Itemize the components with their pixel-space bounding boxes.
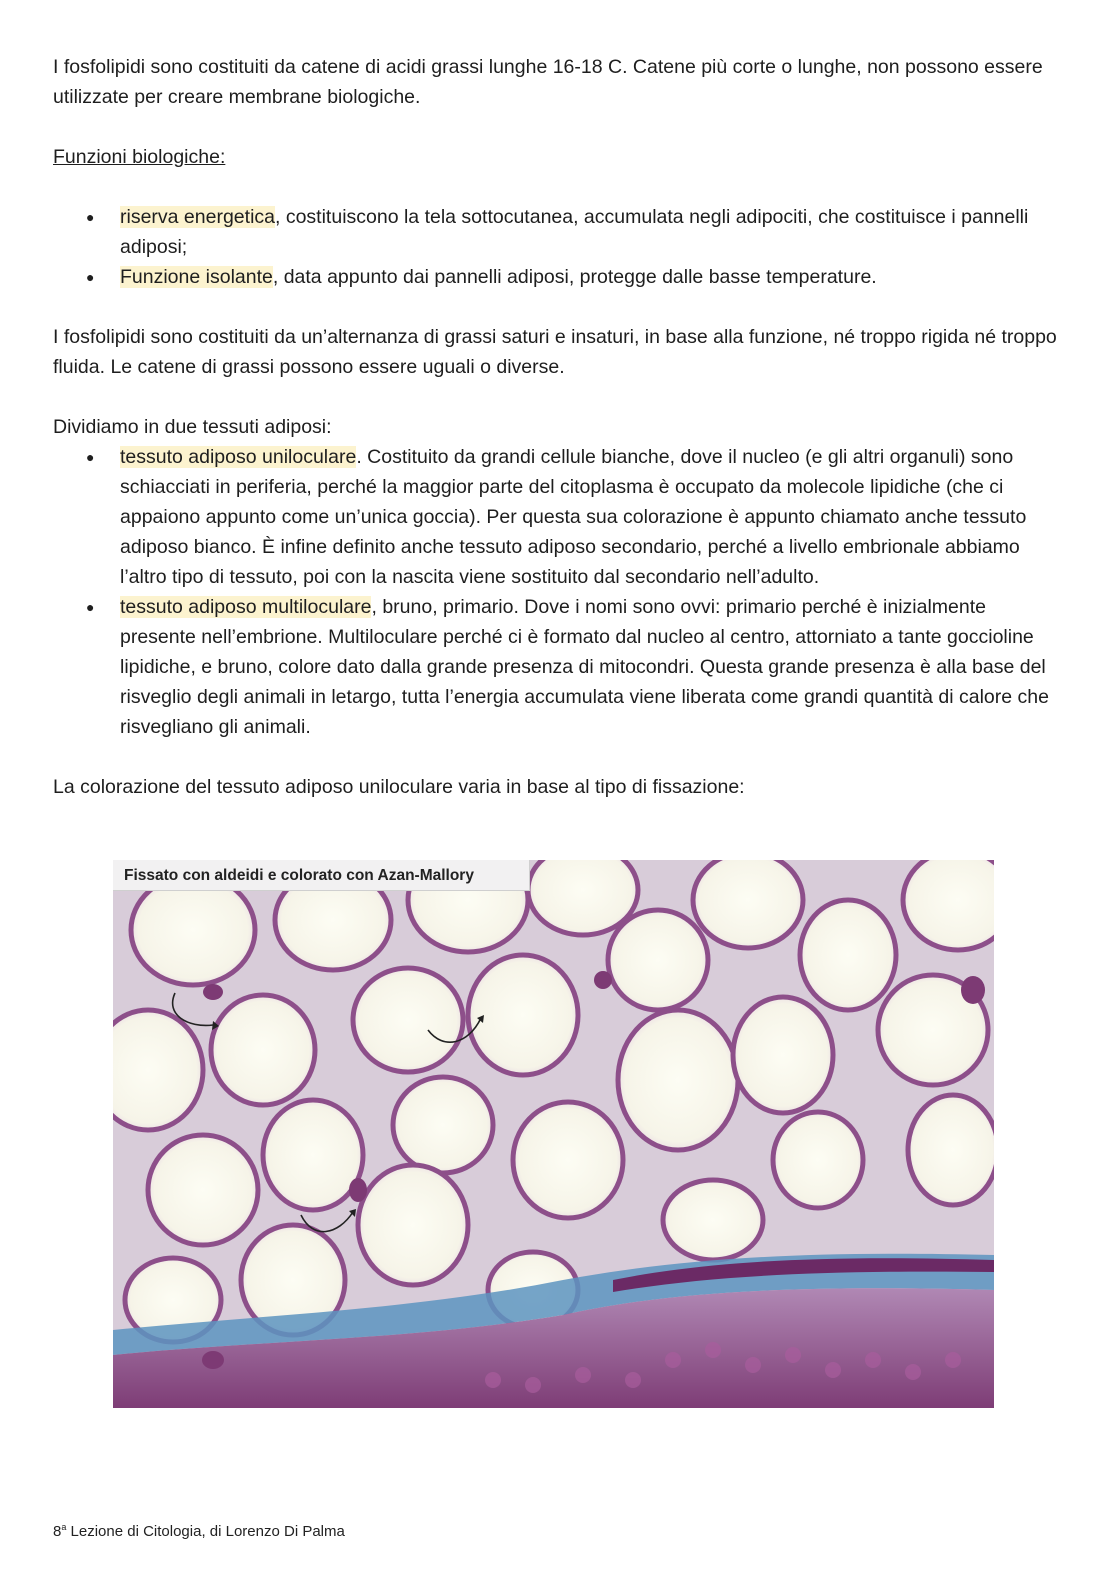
list-item: ● tessuto adiposo multiloculare, bruno, primario. Dove i nomi sono ovvi: primario perché è inizialmente presente nell’embrione. Multiloculare perché ci è formato dal nucleo al centro, attorniato a tante goccioline lipidiche, e bruno, colore dato dalla grande presenza di mitocondri. Questa grande presenza è alla base del risveglio degli animali in letargo, tutta l’energia accumulata viene liberata come grandi quantità di calore che risvegliano gli animali.: [53, 592, 1058, 742]
tissues-intro: Dividiamo in due tessuti adiposi:: [53, 416, 332, 438]
bullet-icon: ●: [86, 269, 95, 285]
adipose-tissue-micrograph: [113, 860, 994, 1408]
figure-caption-label: Fissato con aldeidi e colorato con Azan-Mallory: [113, 860, 530, 891]
page-footer: 8$^a$ Lezione di Citologia, di Lorenzo Di Palma: [53, 1522, 345, 1540]
functions-heading: Funzioni biologiche:: [53, 146, 226, 168]
paragraph-staining: La colorazione del tessuto adiposo uniloculare varia in base al tipo di fissazione:: [53, 776, 745, 798]
tissues-list: [53, 442, 1058, 742]
highlighted-term: riserva energetica: [120, 206, 275, 228]
bullet-icon: ●: [86, 209, 95, 225]
list-item: ● Funzione isolante, data appunto dai pannelli adiposi, protegge dalle basse temperature.: [53, 262, 1058, 292]
highlighted-term: Funzione isolante: [120, 266, 273, 288]
highlighted-term: tessuto adiposo uniloculare: [120, 446, 357, 468]
bullet-icon: ●: [86, 449, 95, 465]
highlighted-term: tessuto adiposo multiloculare: [120, 596, 372, 618]
list-item: ● riserva energetica, costituiscono la tela sottocutanea, accumulata negli adipociti, che costituisce i pannelli adiposi;: [53, 202, 1058, 262]
document-body: [53, 52, 1058, 802]
histology-image: [113, 860, 994, 1408]
paragraph-saturated-unsaturated: I fosfolipidi sono costituiti da un’alternanza di grassi saturi e insaturi, in base alla funzione, né troppo rigida né troppo fluida. Le catene di grassi possono essere uguali o diverse.: [53, 326, 1057, 378]
functions-list: [53, 202, 1058, 292]
list-item: ● tessuto adiposo uniloculare. Costituito da grandi cellule bianche, dove il nucleo (e gli altri organuli) sono schiacciati in periferia, perché la maggior parte del citoplasma è occupato da molecole lipidiche (che ci appaiono appunto come un’unica goccia). Per questa sua colorazione è appunto chiamato anche tessuto adiposo bianco. È infine definito anche tessuto adiposo secondario, perché a livello embrionale abbiamo l’altro tipo di tessuto, poi con la nascita viene sostituito dal secondario nell’adulto.: [53, 442, 1058, 592]
bullet-icon: ●: [86, 599, 95, 615]
paragraph-phospholipid-chains: I fosfolipidi sono costituiti da catene di acidi grassi lunghe 16-18 C. Catene più corte o lunghe, non possono essere utilizzate per creare membrane biologiche.: [53, 56, 1043, 108]
